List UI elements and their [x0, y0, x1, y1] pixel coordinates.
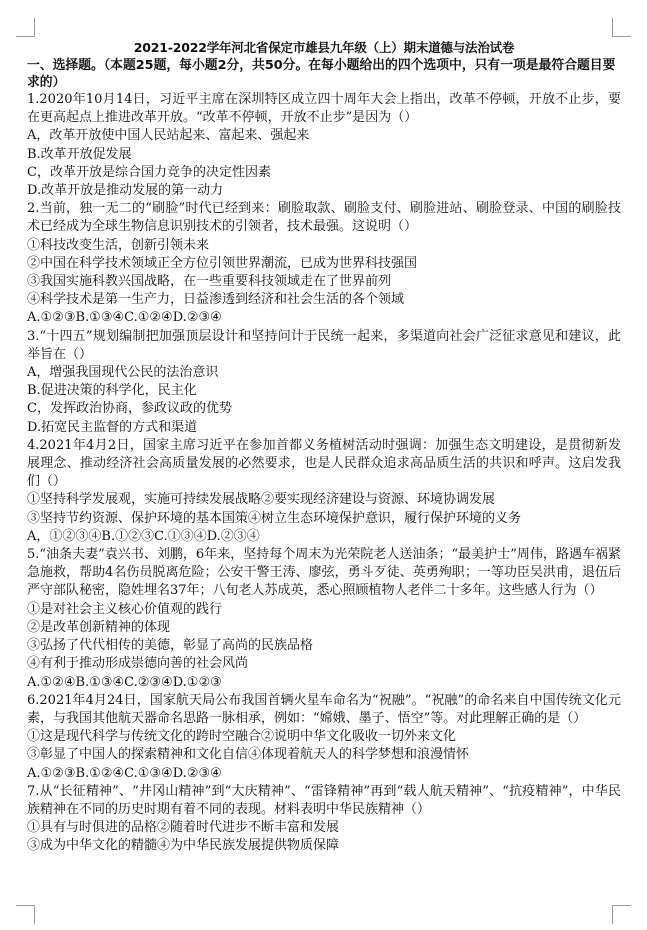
option: ④有利于推动形成崇德向善的社会风尚 [27, 656, 249, 672]
crop-mark-bottom-right [612, 905, 631, 924]
option: A，改革开放使中国人民站起来、富起来、强起来 [27, 128, 310, 144]
crop-mark-bottom-left [16, 905, 35, 924]
question-5 [27, 546, 621, 692]
option: C，改革开放是综合国力竞争的决定性因素 [27, 164, 271, 180]
question-2 [27, 200, 621, 327]
answer-choices: A.①②④B.①③④C.②③④D.①②③ [27, 674, 222, 690]
crop-mark-top-right [612, 18, 631, 37]
option: ③坚持节约资源、保护环境的基本国策④树立生态环境保护意识，履行保护环境的义务 [27, 510, 522, 526]
document-content [27, 40, 621, 856]
option: D.拓宽民主监督的方式和渠道 [27, 419, 198, 435]
crop-mark-top-left [16, 18, 35, 37]
option: ①科技改变生活，创新引领未来 [27, 237, 210, 253]
question-stem: 7.从“长征精神”、“井冈山精神”到“大庆精神”、“雷锋精神”再到“载人航天精神”、“抗疫精神”，中华民族精神在不同的历史时期有着不同的表现。材料表明中华民族精神（） [27, 783, 621, 817]
option: ①这是现代科学与传统文化的跨时空融合②说明中华文化吸收一切外来文化 [27, 729, 457, 745]
question-4 [27, 437, 621, 546]
exam-title: 2021-2022学年河北省保定市雄县九年级（上）期末道德与法治试卷 [133, 40, 515, 55]
question-6 [27, 692, 621, 783]
option: ③彰显了中国人的探索精神和文化自信④体现着航天人的科学梦想和浪漫情怀 [27, 747, 470, 763]
option: C，发挥政治协商，参政议政的优势 [27, 401, 232, 417]
question-stem: 1.2020年10月14日，习近平主席在深圳特区成立四十周年大会上指出，改革不停顿，开放不止步，要在更高起点上推进改革开放。“改革不停顿，开放不止步”是因为（） [27, 92, 621, 126]
option: D.改革开放是推动发展的第一动力 [27, 183, 224, 199]
option: ④科学技术是第一生产力，日益渗透到经济和社会生活的各个领域 [27, 292, 405, 308]
answer-choices: A.①②③B.①③④C.①②④D.②③④ [27, 310, 222, 326]
question-stem: 5.“油条夫妻”袁兴书、刘鹏，6年来，坚持每个周末为光荣院老人送油条；“最美护士”周伟，路遇车祸紧急施救，帮助4名伤员脱离危险；公安干警王涛、廖弦，勇斗歹徒、英勇殉职；一等功臣吴洪甫，退伍后严守部队秘密，隐姓埋名37年；八旬老人苏成英，悉心照顾植物人老伴二十多年。这些感人行为（） [27, 547, 621, 599]
option: ③成为中华文化的精髓④为中华民族发展提供物质保障 [27, 838, 340, 854]
option: ②是改革创新精神的体现 [27, 619, 171, 635]
option: ①坚持科学发展观，实施可持续发展战略②要实现经济建设与资源、环境协调发展 [27, 492, 496, 508]
section-heading: 一、选择题。（本题25题，每小题2分，共50分。在每小题给出的四个选项中，只有一项是最符合题目要求的） [27, 58, 616, 90]
question-stem: 3.“十四五”规划编制把加强顶层设计和坚持问计于民统一起来，多渠道向社会广泛征求意见和建议，此举旨在（） [27, 328, 621, 362]
question-3 [27, 328, 621, 437]
option: ③弘扬了代代相传的美德，彰显了高尚的民族品格 [27, 638, 314, 654]
option: ②中国在科学技术领域正全方位引领世界潮流，已成为世界科技强国 [27, 255, 418, 271]
question-7 [27, 783, 621, 856]
answer-choices: A.①②③B.①②④C.①③④D.②③④ [27, 765, 222, 781]
option: ①具有与时俱进的品格②随着时代进步不断丰富和发展 [27, 820, 340, 836]
question-stem: 4.2021年4月2日，国家主席习近平在参加首都义务植树活动时强调：加强生态文明建设，是贯彻新发展理念、推动经济社会高质量发展的必然要求，也是人民群众追求高品质生活的共识和呼声。这启发我们（） [27, 437, 621, 490]
question-1 [27, 91, 621, 200]
option: B.改革开放促发展 [27, 146, 132, 162]
question-stem: 6.2021年4月24日，国家航天局公布我国首辆火星车命名为“祝融”。“祝融”的命名来自中国传统文化元素，与我国其他航天器命名思路一脉相承，例如：“嫦娥、墨子、悟空”等。对此理解正确的是（） [27, 692, 621, 726]
option: ③我国实施科教兴国战略，在一些重要科技领域走在了世界前列 [27, 274, 392, 290]
option: ①是对社会主义核心价值观的践行 [27, 601, 223, 617]
answer-choices: A，①②③④B.①②③C.①③④D.②③④ [27, 528, 260, 544]
question-stem: 2.当前，独一无二的“刷脸”时代已经到来：刷脸取款、刷脸支付、刷脸进站、刷脸登录、中国的刷脸技术已经成为全球生物信息识别技术的引领者，技术最强。这说明（） [27, 201, 621, 235]
option: A，增强我国现代公民的法治意识 [27, 365, 219, 381]
option: B.促进决策的科学化，民主化 [27, 383, 197, 399]
